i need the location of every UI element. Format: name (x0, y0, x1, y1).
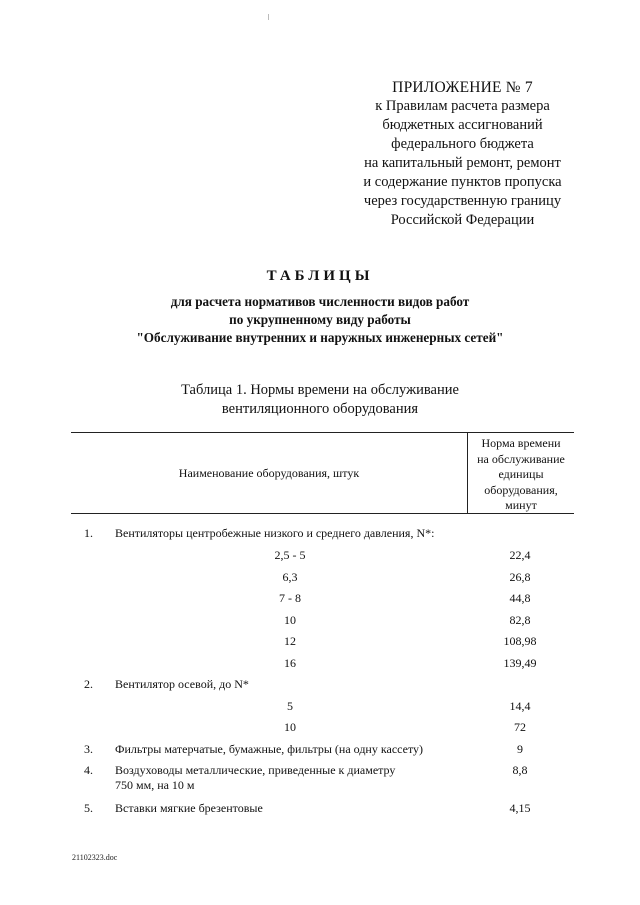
row-value: 22,4 (509, 548, 531, 562)
row-number: 1. (84, 526, 93, 540)
subtitle-line: для расчета нормативов численности видов работ (170, 294, 470, 309)
row-value: 82,8 (509, 613, 531, 627)
row-name (115, 763, 465, 793)
row-size: 10 (284, 613, 296, 627)
appendix-line: через государственную границу (363, 193, 562, 209)
row-size: 12 (284, 634, 296, 648)
row-number: 4. (84, 763, 93, 777)
table-header (71, 432, 574, 514)
row-number: 2. (84, 677, 93, 691)
caption-line: Таблица 1. Нормы времени на обслуживание (181, 382, 459, 398)
row-name: Вентиляторы центробежные низкого и среднего давления, N*: (115, 526, 435, 540)
row-size: 2,5 - 5 (274, 548, 306, 562)
row-value: 72 (514, 720, 526, 734)
header-value-line: оборудования, (484, 482, 558, 497)
row-size: 10 (284, 720, 296, 734)
scan-mark (268, 14, 269, 20)
column-header-name: Наименование оборудования, штук (178, 465, 360, 480)
row-value: 139,49 (503, 656, 537, 670)
appendix-line: к Правилам расчета размера (375, 98, 550, 114)
header-value-line: единицы (498, 467, 544, 481)
table-caption (150, 381, 490, 419)
row-number: 5. (84, 801, 93, 815)
row-value: 8,8 (512, 763, 528, 777)
appendix-line: бюджетных ассигнований (382, 117, 543, 133)
header-value-line: на обслуживание (477, 451, 565, 466)
appendix-block (340, 78, 585, 230)
footer-filename: 21102323.doc (72, 853, 118, 862)
document-subtitle (90, 293, 550, 347)
row-value: 108,98 (503, 634, 537, 648)
appendix-line: на капитальный ремонт, ремонт (364, 155, 561, 171)
row-name: Фильтры матерчатые, бумажные, фильтры (на одну кассету) (115, 742, 424, 756)
subtitle-line: по укрупненному виду работы (229, 312, 411, 327)
appendix-title: ПРИЛОЖЕНИЕ № 7 (392, 79, 533, 96)
row-value: 4,15 (509, 801, 531, 815)
document-title: ТАБЛИЦЫ (266, 268, 374, 284)
row-value: 44,8 (509, 591, 531, 605)
column-header-value (467, 433, 574, 513)
row-value: 14,4 (509, 699, 531, 713)
appendix-line: Российской Федерации (390, 212, 535, 228)
row-size: 7 - 8 (279, 591, 301, 605)
row-value: 9 (517, 742, 523, 756)
row-value: 26,8 (509, 570, 531, 584)
header-value-line: Норма времени (481, 436, 561, 450)
row-size: 6,3 (282, 570, 298, 584)
appendix-line: и содержание пунктов пропуска (363, 174, 562, 190)
row-name-line: Воздуховоды металлические, приведенные к диаметру (115, 763, 396, 777)
row-size: 16 (284, 656, 296, 670)
appendix-line: федерального бюджета (391, 136, 534, 152)
row-name: Вентилятор осевой, до N* (115, 677, 249, 691)
header-value-line: минут (505, 498, 537, 512)
row-size: 5 (287, 699, 293, 713)
caption-line: вентиляционного оборудования (221, 401, 419, 417)
row-name-line: 750 мм, на 10 м (115, 778, 195, 792)
row-number: 3. (84, 742, 93, 756)
row-name: Вставки мягкие брезентовые (115, 801, 263, 815)
subtitle-line: "Обслуживание внутренних и наружных инженерных сетей" (136, 330, 504, 345)
